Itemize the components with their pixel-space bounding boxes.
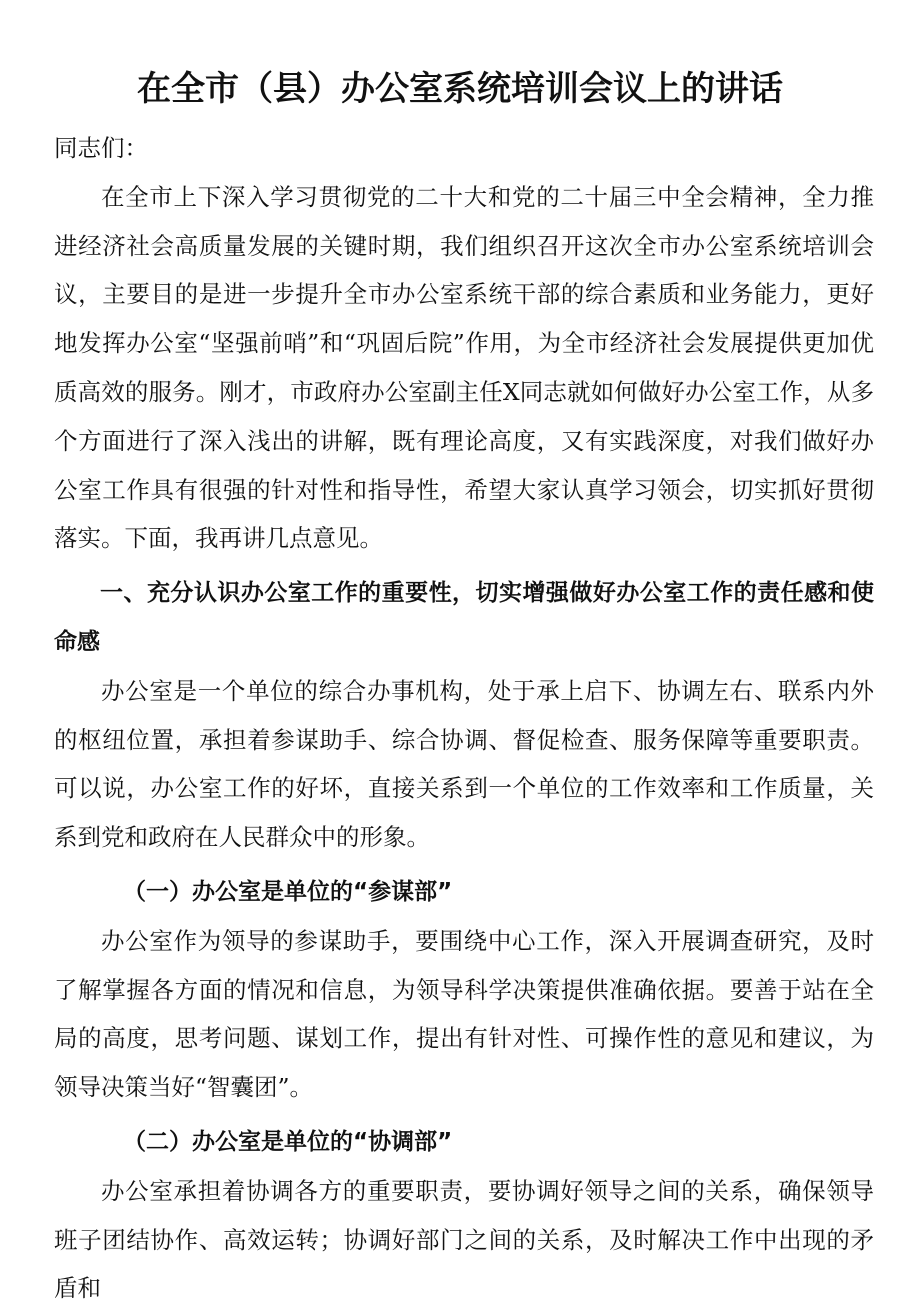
subsection-1-paragraph: 办公室作为领导的参谋助手，要围绕中心工作，深入开展调查研究，及时了解掌握各方面的情况和信息，为领导科学决策提供准确依据。要善于站在全局的高度，思考问题、谋划工作，提出有针对性、可操作性的意见和建议，为领导决策当好“智囊团”。: [54, 926, 874, 1102]
intro-paragraph: 在全市上下深入学习贯彻党的二十大和党的二十届三中全会精神，全力推进经济社会高质量发展的关键时期，我们组织召开这次全市办公室系统培训会议，主要目的是进一步提升全市办公室系统干部的综合素质和业务能力，更好地发挥办公室“坚强前哨”和“巩固后院”作用，为全市经济社会发展提供更加优质高效的服务。刚才，市政府办公室副主任X同志就如何做好办公室工作，从多个方面进行了深入浅出的讲解，既有理论高度，又有实践深度，对我们做好办公室工作具有很强的针对性和指导性，希望大家认真学习领会，切实抓好贯彻落实。下面，我再讲几点意见。: [54, 182, 874, 553]
subsection-heading-2: （二）办公室是单位的“协调部”: [123, 1128, 453, 1155]
subsection-2-paragraph: 办公室承担着协调各方的重要职责，要协调好领导之间的关系，确保领导班子团结协作、高效运转；协调好部门之间的关系，及时解决工作中出现的矛盾和: [54, 1176, 874, 1303]
section-1-paragraph: 办公室是一个单位的综合办事机构，处于承上启下、协调左右、联系内外的枢纽位置，承担着参谋助手、综合协调、督促检查、服务保障等重要职责。可以说，办公室工作的好坏，直接关系到一个单位的工作效率和工作质量，关系到党和政府在人民群众中的形象。: [54, 676, 874, 852]
document-body: [54, 124, 874, 1313]
subsection-heading-1: （一）办公室是单位的“参谋部”: [123, 878, 453, 905]
salutation: 同志们：: [54, 134, 148, 162]
section-heading-1: 一、充分认识办公室工作的重要性，切实增强做好办公室工作的责任感和使命感: [54, 580, 874, 655]
document-title: 在全市（县）办公室系统培训会议上的讲话: [137, 69, 783, 109]
